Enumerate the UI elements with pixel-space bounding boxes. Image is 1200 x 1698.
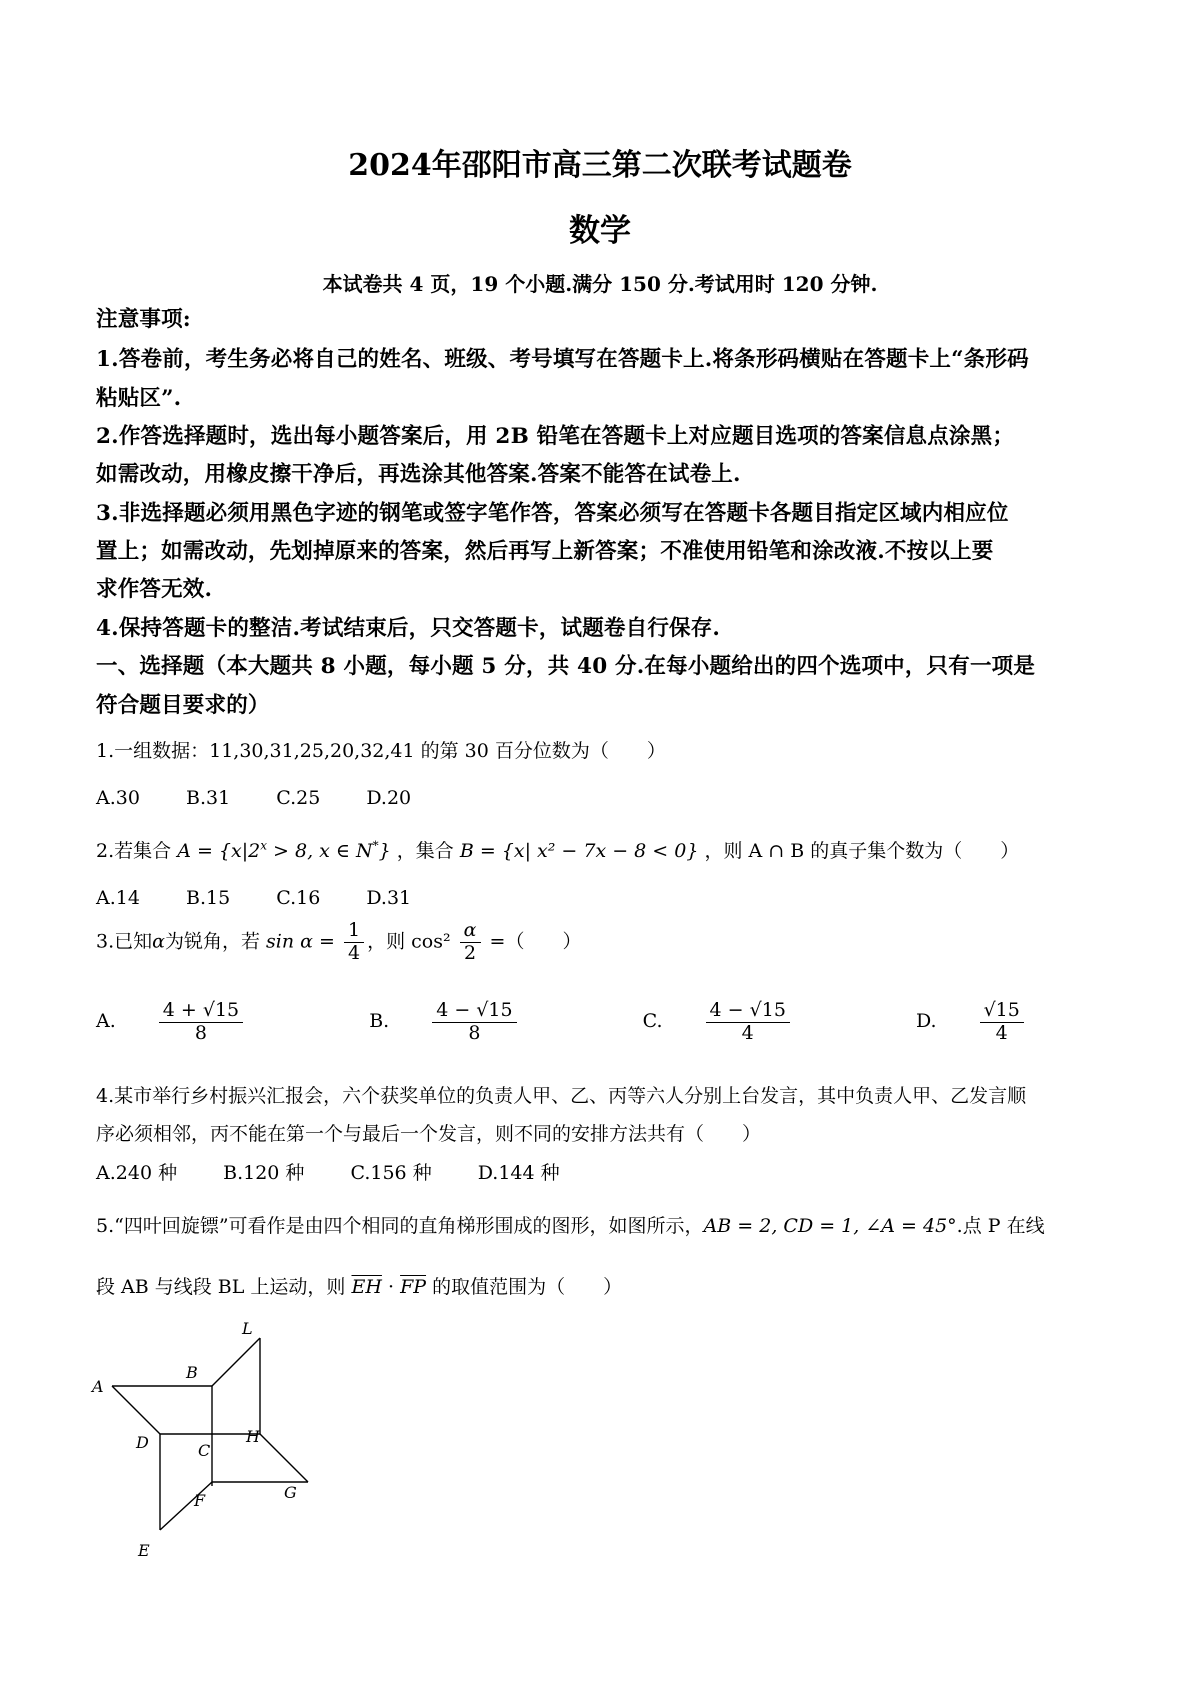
option-c: C. $\frac{4 - √15}{4}$	[643, 1010, 870, 1032]
segment-hg	[260, 1434, 308, 1482]
label-l: L	[242, 1320, 253, 1338]
notice-heading: 注意事项:	[96, 307, 191, 332]
label-a: A	[92, 1377, 104, 1396]
question-1-options	[96, 787, 451, 809]
question-2-options	[96, 887, 451, 909]
question-3: 3.已知α为锐角，若 sin α = $\frac{1}{4}$ ，则 cos² $\frac{\alpha}{2}$ =（ ）	[96, 919, 582, 964]
option-c: C.16	[276, 887, 321, 909]
segment-bl	[212, 1338, 260, 1386]
label-e: E	[138, 1541, 150, 1560]
label-b: B	[186, 1363, 198, 1382]
label-g: G	[284, 1483, 297, 1502]
question-4-cont: 序必须相邻，丙不能在第一个与最后一个发言，则不同的安排方法共有（ ）	[96, 1123, 762, 1145]
option-a: A.240 种	[96, 1162, 178, 1184]
question-5: 5.“四叶回旋镖”可看作是由四个相同的直角梯形围成的图形，如图所示，AB = 2, CD = 1, ∠A = 45°.点 P 在线	[96, 1215, 1045, 1237]
notice-line: 4.保持答题卡的整洁.考试结束后，只交答题卡，试题卷自行保存.	[96, 616, 721, 641]
option-d: D.20	[366, 787, 412, 809]
option-c: C.25	[276, 787, 321, 809]
notice-line: 置上；如需改动，先划掉原来的答案，然后再写上新答案；不准使用铅笔和涂改液.不按以上要	[96, 539, 994, 564]
subject-title: 数学	[569, 213, 631, 249]
label-c: C	[198, 1441, 211, 1460]
question-3-options	[96, 1000, 1144, 1045]
boomerang-figure	[90, 1320, 330, 1580]
question-2: 2.若集合 $A = \{x|2^x > 8$, x ∈ N*} ，集合 B = {x| x² − 7x − 8 < 0} ，则 A ∩ B 的真子集个数为（ ）	[96, 838, 1020, 862]
section-heading: 一、选择题（本大题共 8 小题，每小题 5 分，共 40 分.在每小题给出的四个选项中，只有一项是	[96, 654, 1036, 679]
option-a: A. $\frac{4 + √15}{8}$	[96, 1010, 323, 1032]
label-d: D	[136, 1433, 149, 1452]
question-5-cont: 段 AB 与线段 BL 上运动，则 $\overline{EH} \cdot \overline{FP}$ 的取值范围为（ ）	[96, 1276, 623, 1298]
question-4-options	[96, 1158, 600, 1185]
option-d: D. $\frac{√15}{4}$	[916, 1010, 1104, 1032]
option-a: A.30	[96, 787, 140, 809]
label-f: F	[194, 1491, 206, 1510]
option-d: D.31	[366, 887, 412, 909]
notice-line: 1.答卷前，考生务必将自己的姓名、班级、考号填写在答题卡上.将条形码横贴在答题卡上“条形码	[96, 347, 1029, 372]
notice-line: 求作答无效.	[96, 577, 213, 602]
option-b: B. $\frac{4 - √15}{8}$	[369, 1010, 596, 1032]
notice-line: 如需改动，用橡皮擦干净后，再选涂其他答案.答案不能答在试卷上.	[96, 462, 741, 487]
section-heading-cont: 符合题目要求的）	[96, 693, 270, 718]
exam-title: 2024年邵阳市高三第二次联考试题卷	[348, 148, 852, 183]
question-4: 4.某市举行乡村振兴汇报会，六个获奖单位的负责人甲、乙、丙等六人分别上台发言，其中负责人甲、乙发言顺	[96, 1085, 1027, 1107]
exam-info: 本试卷共 4 页，19 个小题.满分 150 分.考试用时 120 分钟.	[322, 272, 878, 296]
option-d: D.144 种	[477, 1162, 560, 1184]
segment-ad	[112, 1386, 160, 1434]
question-1: 1.一组数据：11,30,31,25,20,32,41 的第 30 百分位数为（ ）	[96, 740, 666, 762]
notice-line: 2.作答选择题时，选出每小题答案后，用 2B 铅笔在答题卡上对应题目选项的答案信息点涂黑；	[96, 424, 1015, 449]
notice-line: 粘贴区”.	[96, 386, 182, 411]
option-b: B.31	[185, 787, 231, 809]
option-a: A.14	[96, 887, 140, 909]
option-b: B.120 种	[223, 1162, 305, 1184]
option-c: C.156 种	[350, 1162, 432, 1184]
option-b: B.15	[185, 887, 231, 909]
notice-line: 3.非选择题必须用黑色字迹的钢笔或签字笔作答，答案必须写在答题卡各题目指定区域内相应位	[96, 501, 1009, 526]
label-h: H	[246, 1427, 260, 1446]
